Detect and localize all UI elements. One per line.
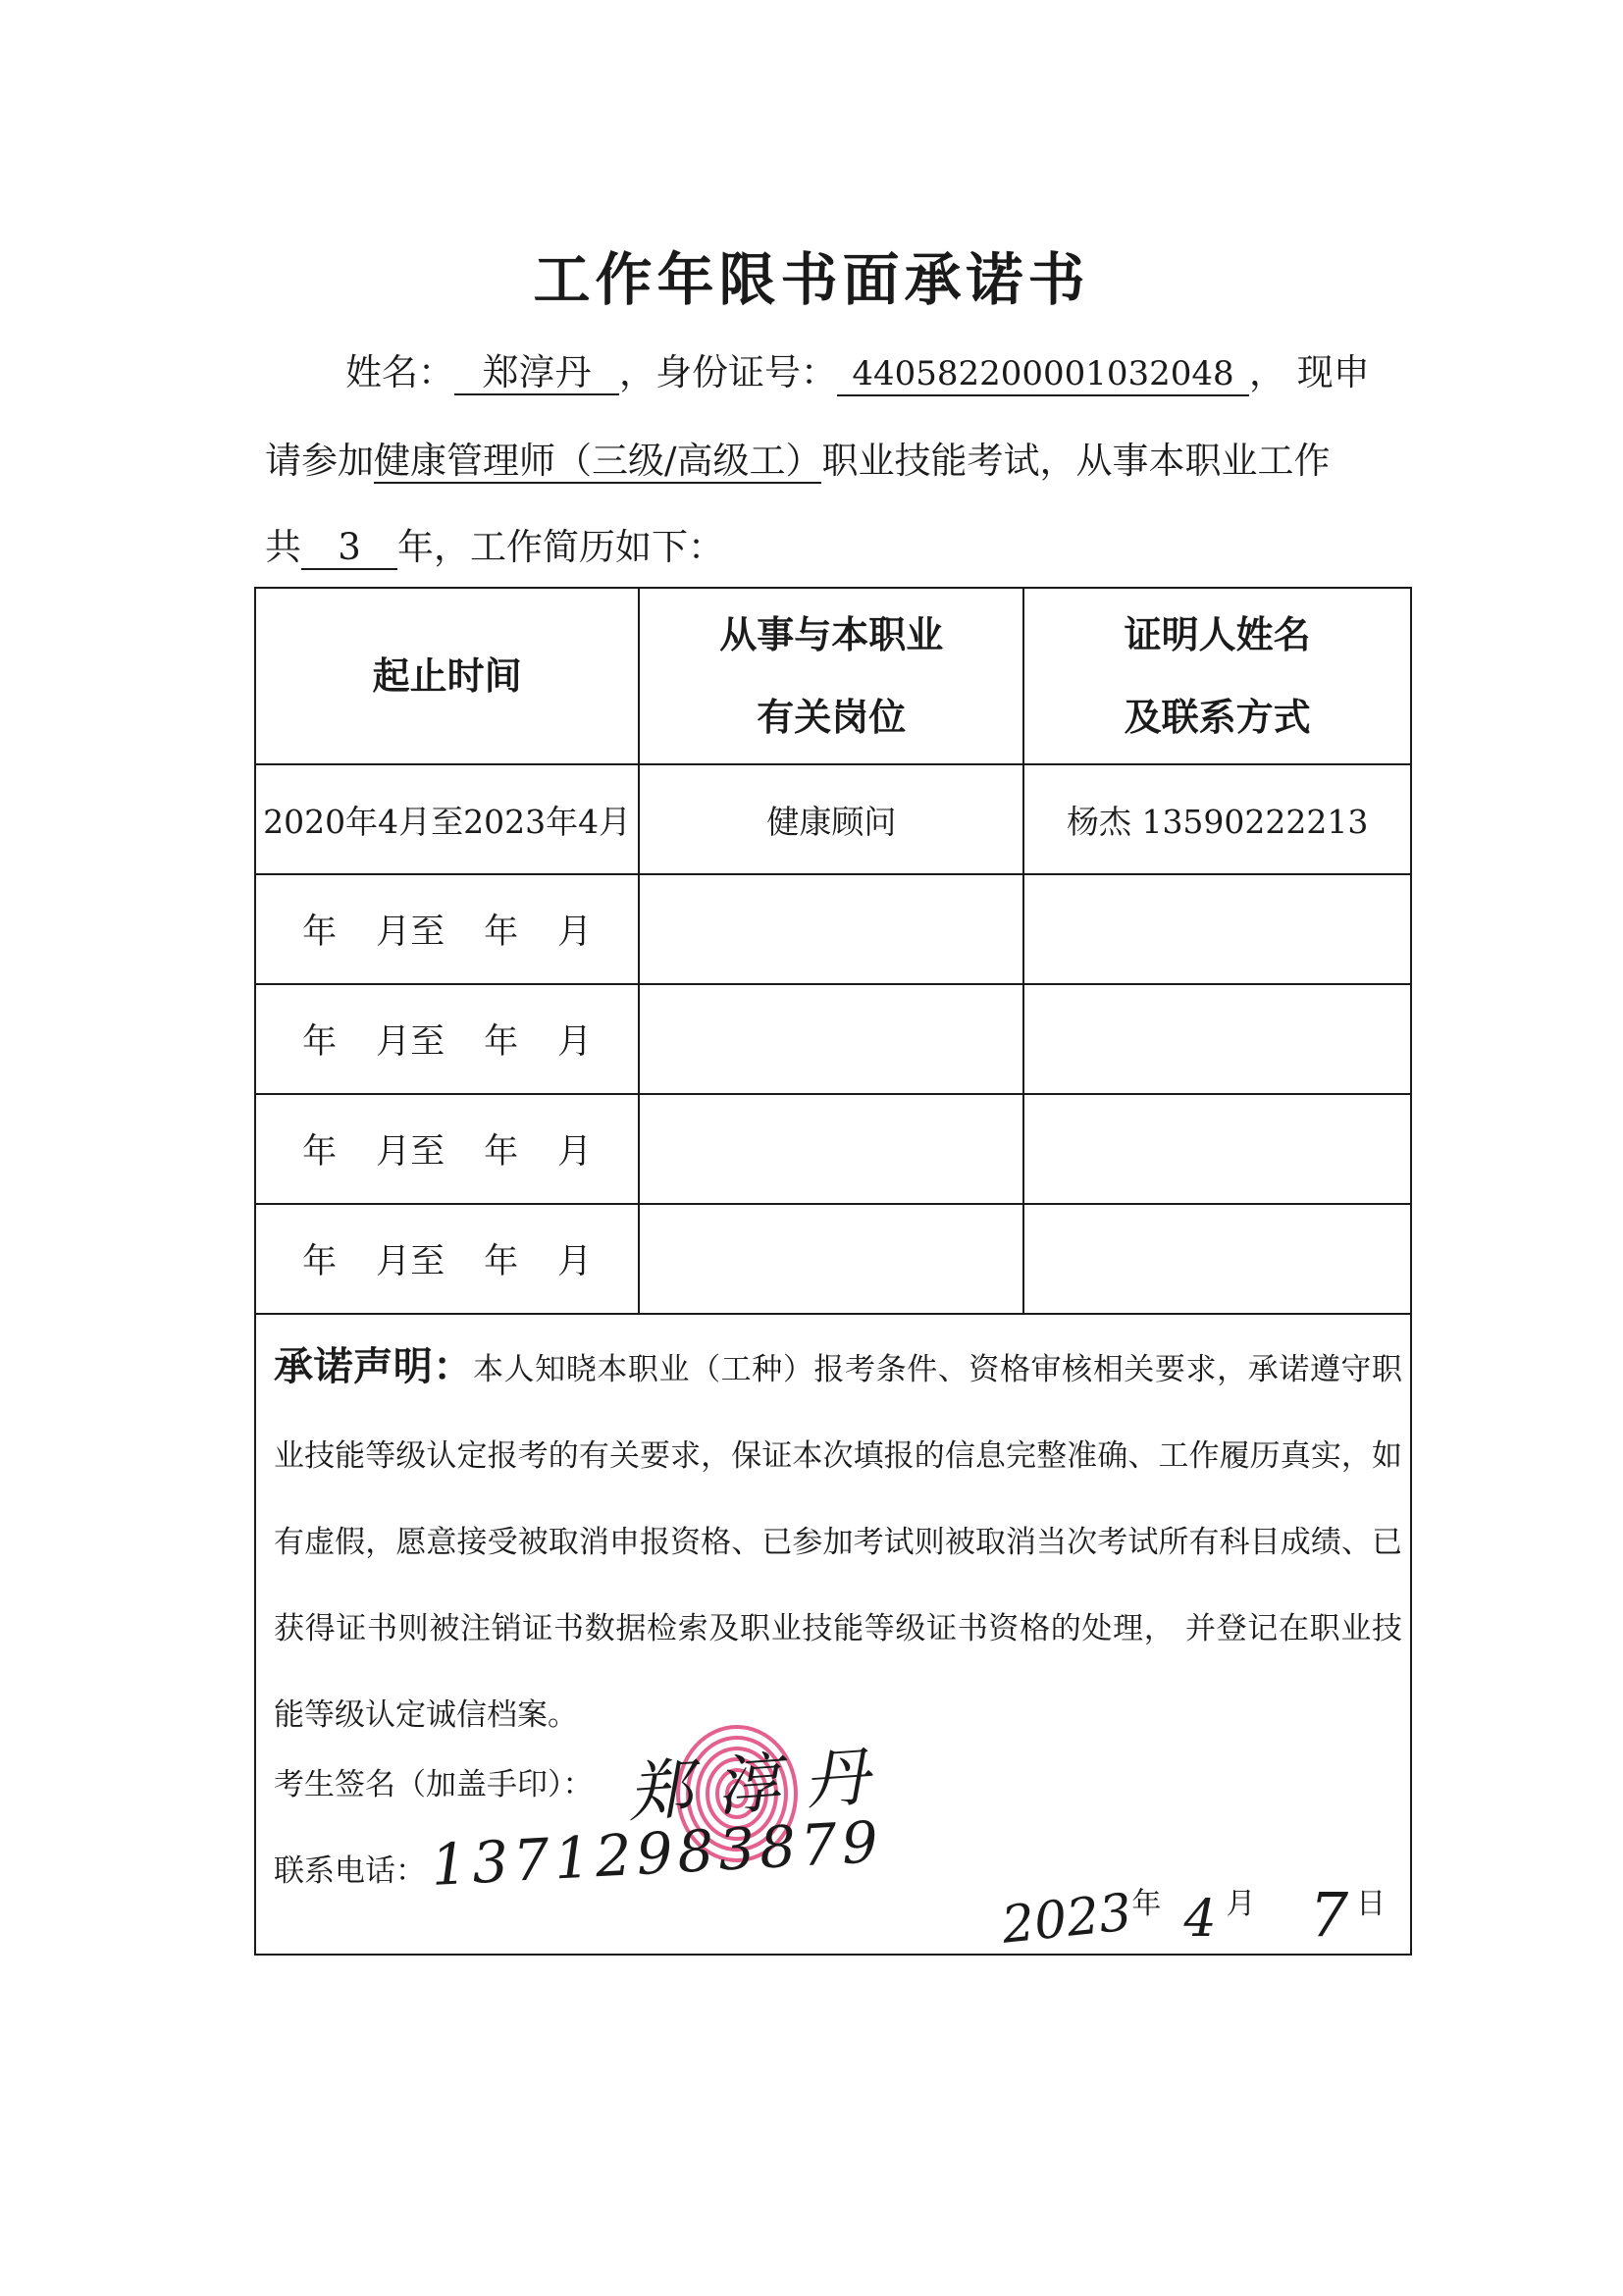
year-label: 年: [484, 1242, 519, 1281]
table-row: [255, 1094, 1411, 1204]
intro-line-1: [345, 349, 1370, 396]
years-prefix: 共: [265, 526, 301, 568]
row-position-empty: [639, 874, 1023, 984]
month-label: 月: [557, 1132, 593, 1172]
table-row: [255, 1204, 1411, 1314]
date-month-label: 月: [1226, 1887, 1256, 1921]
id-label: ，身份证号：: [619, 351, 837, 393]
date-day-value: 7: [1309, 1879, 1349, 1951]
row-witness-empty: [1023, 1204, 1411, 1314]
year-label: 年: [302, 913, 338, 952]
month-to-label: 月至: [376, 1022, 445, 1062]
table-row: [255, 764, 1411, 874]
years-value: 3: [301, 527, 397, 570]
id-number-value: 440582200001032048: [837, 353, 1249, 396]
month-to-label: 月至: [376, 1132, 445, 1172]
header-witness-line2: 及联系方式: [1124, 696, 1311, 739]
table-header-row: [255, 588, 1411, 764]
year-label: 年: [484, 913, 519, 952]
intro-line-3: [265, 524, 724, 571]
header-witness: [1023, 588, 1411, 764]
table-row: [255, 984, 1411, 1094]
header-position: [639, 588, 1023, 764]
intro-line-2: [265, 438, 1330, 485]
phone-label: 联系电话：: [274, 1853, 426, 1889]
row-witness-empty: [1023, 1094, 1411, 1204]
month-label: 月: [557, 913, 593, 952]
row-position-empty: [639, 1094, 1023, 1204]
exam-name-value: 健康管理师（三级/高级工）: [374, 440, 822, 482]
declaration-text: [274, 1324, 1402, 1758]
year-label: 年: [302, 1132, 338, 1172]
name-value: 郑淳丹: [454, 352, 619, 395]
year-label: 年: [302, 1022, 338, 1062]
row-witness: 杨杰 13590222213: [1023, 764, 1411, 874]
row-period-empty: [255, 1094, 639, 1204]
header-period-label: 起止时间: [372, 654, 522, 698]
declaration-heading: 承诺声明：: [274, 1344, 473, 1389]
month-label: 月: [557, 1022, 593, 1062]
signature-handwriting: 郑淳丹: [625, 1737, 895, 1832]
years-tail: 年，工作简历如下：: [397, 526, 724, 568]
intro-line-1-tail: ， 现申: [1249, 351, 1370, 393]
date-day-label: 日: [1356, 1887, 1387, 1921]
date-year-label: 年: [1131, 1887, 1162, 1921]
date-year-value: 2023: [999, 1883, 1135, 1956]
table-row: [255, 874, 1411, 984]
header-period: [255, 588, 639, 764]
row-witness-empty: [1023, 874, 1411, 984]
exam-prefix: 请参加: [265, 440, 374, 482]
work-history-table: [254, 587, 1412, 1315]
header-position-line2: 有关岗位: [757, 696, 907, 739]
row-period-empty: [255, 1204, 639, 1314]
row-position-empty: [639, 984, 1023, 1094]
year-label: 年: [484, 1022, 519, 1062]
row-witness-empty: [1023, 984, 1411, 1094]
date-month-value: 4: [1183, 1890, 1217, 1949]
exam-tail: 职业技能考试，从事本职业工作: [821, 440, 1331, 482]
year-label: 年: [302, 1242, 338, 1281]
header-position-line1: 从事与本职业: [719, 613, 944, 656]
document-title: 工作年限书面承诺书: [533, 246, 1090, 313]
row-period-empty: [255, 874, 639, 984]
sign-date: [999, 1879, 1387, 1956]
row-period: 2020年4月至2023年4月: [255, 764, 639, 874]
name-label: 姓名：: [345, 351, 454, 393]
declaration-body: 本人知晓本职业（工种）报考条件、资格审核相关要求，承诺遵守职业技能等级认定报考的有关要求，保证本次填报的信息完整准确、工作履历真实，如有虚假，愿意接受被取消申报资格、已参加考试则被取消当次考试所有科目成绩、已获得证书则被注销证书数据检索及职业技能等级证书资格的处理， 并登记在职业技能等级认定诚信档案。: [274, 1352, 1403, 1733]
header-witness-line1: 证明人姓名: [1124, 613, 1311, 656]
year-label: 年: [484, 1132, 519, 1172]
month-label: 月: [557, 1242, 593, 1281]
phone-handwriting: 13712983879: [429, 1807, 885, 1900]
declaration-box: [254, 1310, 1412, 1956]
month-to-label: 月至: [376, 913, 445, 952]
month-to-label: 月至: [376, 1242, 445, 1281]
row-position: 健康顾问: [639, 764, 1023, 874]
row-position-empty: [639, 1204, 1023, 1314]
row-period-empty: [255, 984, 639, 1094]
signature-label: 考生签名（加盖手印）：: [274, 1767, 594, 1802]
